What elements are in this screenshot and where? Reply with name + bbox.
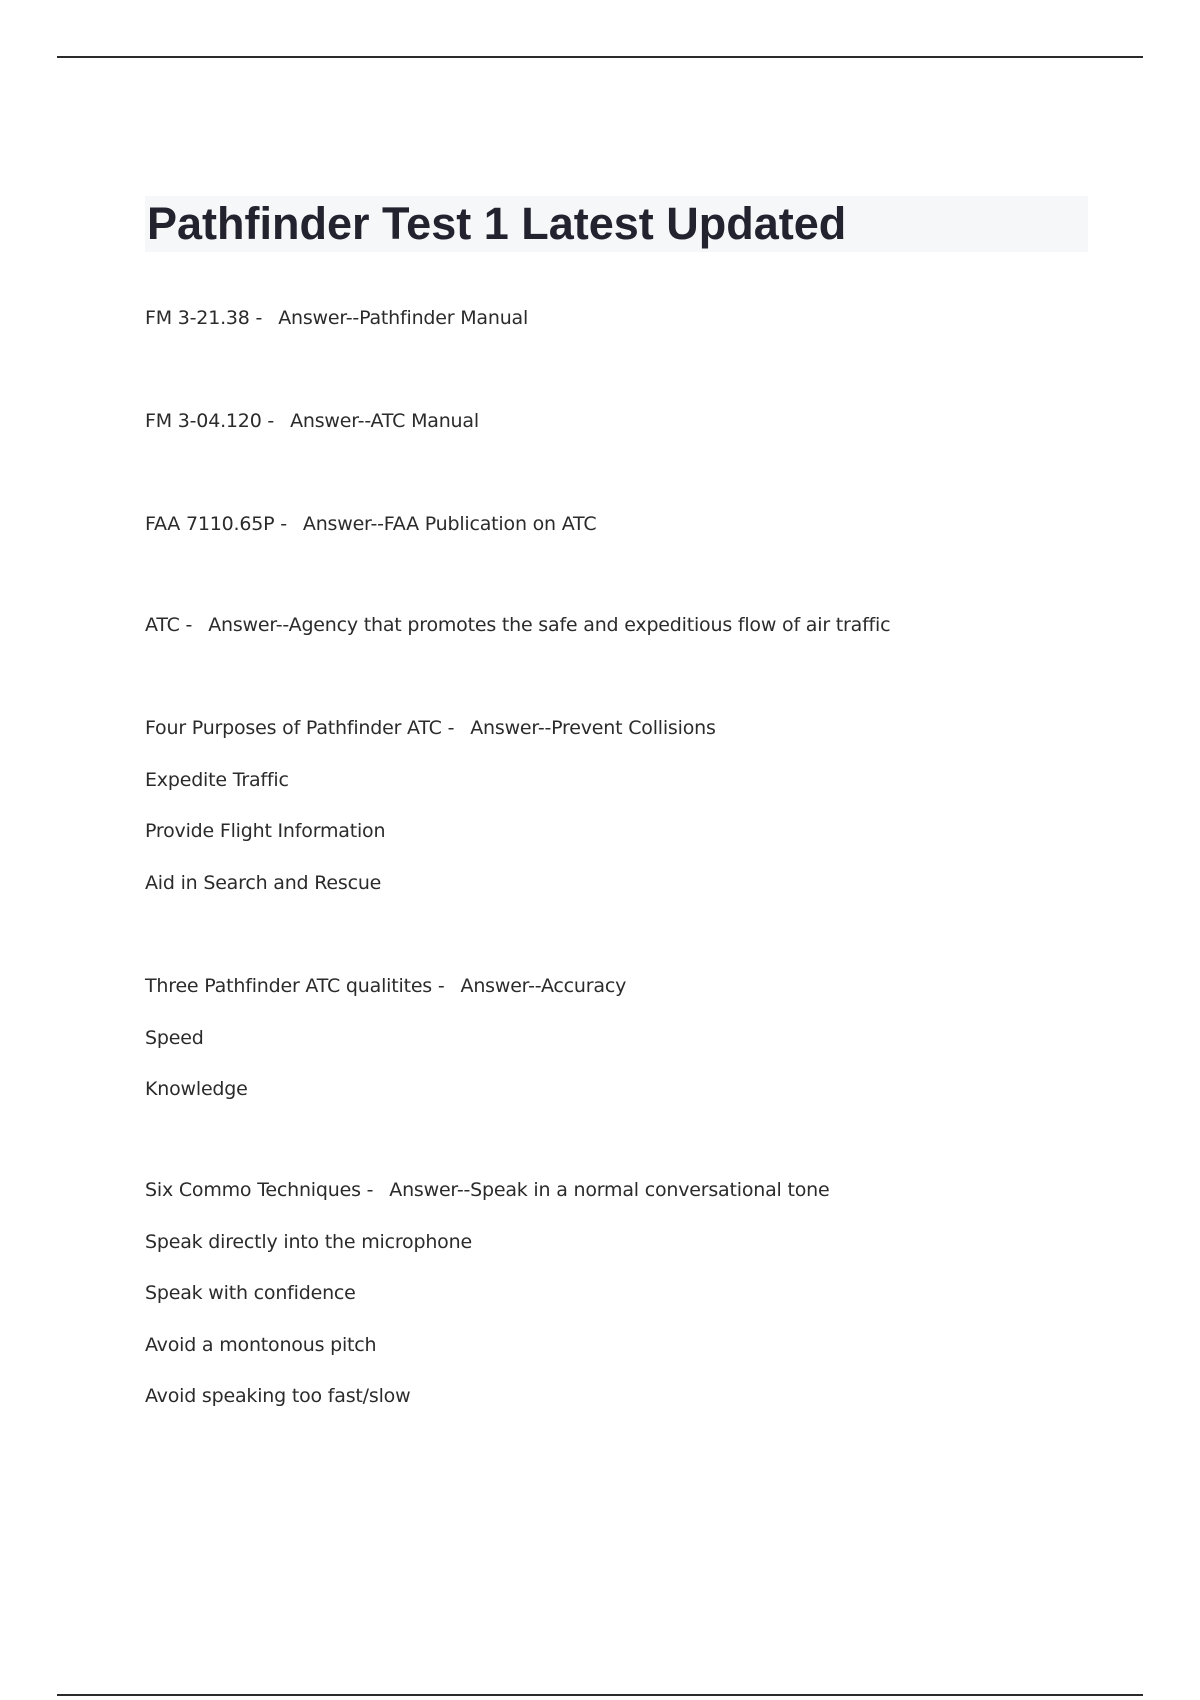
qa-separator: - bbox=[360, 1179, 374, 1201]
qa-entry-six-commo bbox=[145, 1177, 1145, 1409]
qa-continuation-line: Knowledge bbox=[145, 1078, 248, 1100]
qa-entry-fm-3-21-38 bbox=[145, 305, 1145, 331]
qa-continuation-line: Aid in Search and Rescue bbox=[145, 871, 382, 894]
qa-entry-faa-7110 bbox=[145, 511, 1145, 537]
qa-continuation-line: Provide Flight Information bbox=[145, 820, 386, 842]
qa-separator: - bbox=[249, 307, 263, 329]
qa-separator: - bbox=[274, 513, 287, 535]
qa-term: FAA 7110.65P bbox=[145, 513, 275, 535]
qa-entry-four-purposes bbox=[145, 715, 1145, 896]
qa-term: FM 3-04.120 bbox=[145, 410, 262, 432]
qa-term: Four Purposes of Pathfinder ATC bbox=[145, 717, 442, 739]
qa-term: Six Commo Techniques bbox=[145, 1179, 361, 1201]
qa-entry-three-qualities bbox=[145, 973, 1145, 1102]
qa-continuation-line: Speed bbox=[145, 1026, 204, 1049]
qa-line bbox=[145, 715, 1145, 741]
qa-entry-fm-3-04-120 bbox=[145, 408, 1145, 434]
qa-continuation-line: Avoid a montonous pitch bbox=[145, 1333, 377, 1356]
qa-continuation-line: Expedite Traffic bbox=[145, 768, 289, 791]
top-rule bbox=[57, 56, 1143, 58]
qa-continuation-line: Speak directly into the microphone bbox=[145, 1230, 472, 1253]
document-title: Pathfinder Test 1 Latest Updated bbox=[147, 198, 847, 249]
qa-separator: - bbox=[432, 975, 445, 997]
qa-answer: Answer--Prevent Collisions bbox=[470, 717, 716, 739]
qa-line bbox=[145, 305, 1145, 331]
qa-line bbox=[145, 1177, 1145, 1203]
qa-line bbox=[145, 612, 1145, 638]
qa-answer: Answer--Accuracy bbox=[460, 975, 627, 997]
qa-separator: - bbox=[441, 717, 455, 739]
qa-continuation-line: Avoid speaking too fast/slow bbox=[145, 1385, 411, 1407]
qa-entry-atc bbox=[145, 612, 1145, 638]
qa-answer: Answer--Agency that promotes the safe and expeditious flow of air traffic bbox=[208, 614, 891, 636]
qa-separator: - bbox=[261, 410, 275, 432]
qa-answer: Answer--ATC Manual bbox=[290, 410, 479, 432]
qa-line bbox=[145, 511, 1145, 537]
qa-term: FM 3-21.38 bbox=[145, 307, 250, 329]
qa-line bbox=[145, 408, 1145, 434]
qa-answer: Answer--FAA Publication on ATC bbox=[302, 513, 597, 535]
qa-answer: Answer--Pathfinder Manual bbox=[278, 307, 529, 329]
qa-continuation-line: Speak with confidence bbox=[145, 1282, 356, 1304]
qa-answer: Answer--Speak in a normal conversational tone bbox=[389, 1179, 830, 1201]
qa-line bbox=[145, 973, 1145, 999]
bottom-rule bbox=[57, 1694, 1143, 1696]
qa-term: Three Pathfinder ATC qualitites bbox=[145, 975, 433, 997]
qa-separator: - bbox=[179, 614, 193, 636]
qa-term: ATC bbox=[145, 614, 180, 636]
title-band bbox=[145, 196, 1088, 252]
